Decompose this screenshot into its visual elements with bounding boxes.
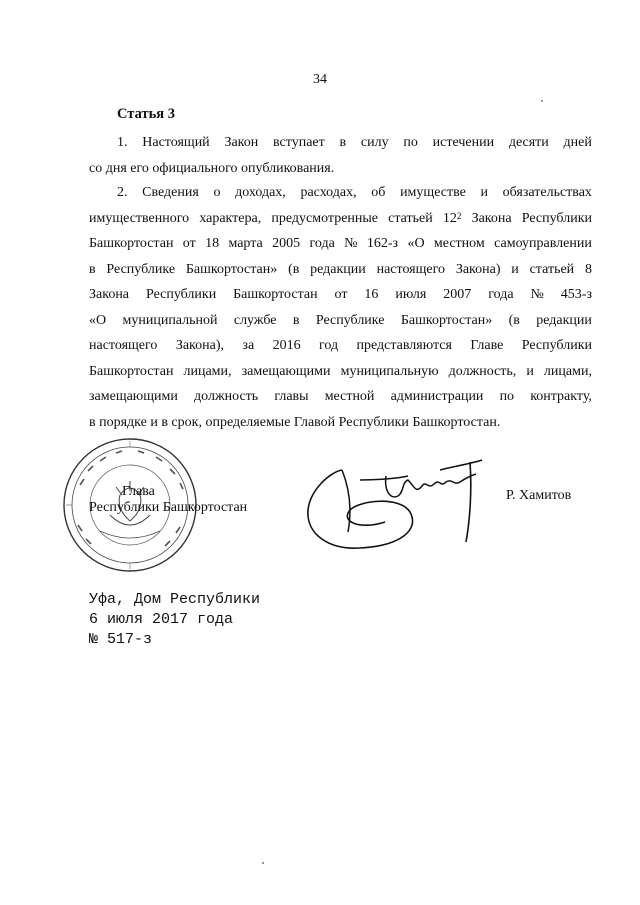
signatory-name: Р. Хамитов [506,488,572,503]
text-line [89,231,592,257]
text-line [89,206,592,232]
word: лицами, [543,363,592,379]
word: год [318,338,339,353]
word: самоуправлении [494,236,592,251]
word: за [242,338,255,353]
word: главы [274,389,309,404]
word: муниципальной [122,312,218,328]
word: Башкортостан» [400,312,493,328]
word: расходах, [300,185,357,200]
word: настоящего [89,338,158,353]
word: Закона), [175,338,225,353]
word: муниципальную [340,363,439,379]
word: редакции [310,261,366,277]
word: должность, [448,363,517,379]
word: имущественного [89,210,190,226]
text-line [89,130,592,156]
text-line [89,156,592,182]
word: № [530,287,544,302]
word: контракту, [530,389,592,404]
word: Республике [106,261,176,277]
word: Башкортостан» [185,261,278,277]
word: Главе [470,338,504,353]
word: и [480,185,488,200]
word: 2. [117,185,128,200]
word: в [89,261,96,277]
word: марта [228,236,263,251]
word: статьей [529,261,575,277]
word: со дня его официального опубликования. [89,160,335,176]
article-paragraph-2 [89,180,592,435]
scan-speck [262,862,264,864]
word: должность [194,389,259,404]
text-line [89,180,592,206]
word: по [403,135,418,150]
word: в [292,312,300,328]
word: замещающими [241,363,331,379]
word: представляются [356,338,452,353]
word: 8 [584,261,592,277]
word: Настоящий [142,135,210,150]
place-date: 6 июля 2017 года [89,611,234,628]
word: 16 [364,287,379,302]
word: июля [395,287,427,302]
law-number: № 517-з [89,631,153,648]
word: вступает [273,135,325,150]
signatory-title-line1: Глава [122,484,155,499]
handwritten-signature [290,450,505,560]
word: Закона [89,287,130,302]
word: в [339,135,347,150]
word: Сведения [142,185,199,200]
word: Закон [224,135,259,150]
signatory-title [89,484,247,516]
text-line [89,410,592,436]
word: (в [508,312,520,328]
article-paragraph-1 [89,130,592,181]
word: от [334,287,348,302]
word: статьей [388,210,433,226]
text-line [89,333,592,359]
word: 453-з [560,287,592,302]
word: об [371,185,386,200]
word: местной [324,389,375,404]
word: дней [563,135,592,150]
word: Башкортостан [89,363,174,379]
word: силу [360,135,389,150]
scan-speck [541,100,543,102]
word: администрации [390,389,484,404]
page-number: 34 [313,72,327,87]
word: 162-з [366,236,399,251]
article-title: Статья 3 [117,106,175,122]
word: десяти [508,135,549,150]
word: редакции [536,312,592,328]
word: и [511,261,519,277]
word: года [309,236,335,251]
word: «О [89,312,107,328]
word: характера, [199,210,262,226]
text-line [89,282,592,308]
word: местном [433,236,485,251]
word: и [526,363,534,379]
word: 18 [205,236,220,251]
word: 1. [117,135,128,150]
place-and-date-block [89,590,260,650]
word: имуществе [400,185,466,200]
word: Республики [521,210,592,226]
text-line [89,308,592,334]
word: по [499,389,515,404]
place-city: Уфа, Дом Республики [89,591,261,608]
word: Закона) [455,261,501,277]
word: замещающими [89,389,178,404]
word: службе [233,312,277,328]
word: настоящего [376,261,446,277]
word: «О [407,236,425,251]
word: 2007 [443,287,472,302]
word: истечении [432,135,495,150]
word: (в [288,261,300,277]
word: № [344,236,358,251]
word: года [488,287,514,302]
word: от [182,236,196,251]
word: Закона [471,210,512,226]
word: о [213,185,221,200]
word: предусмотренные [271,210,379,226]
word: 2005 [272,236,301,251]
word: Республике [315,312,385,328]
word: Башкортостан [89,236,174,251]
word: лицами, [183,363,232,379]
word: доходах, [235,185,286,200]
word: Республики [521,338,592,353]
word: обязательствах [502,185,592,200]
text-line [89,257,592,283]
word: Республики [145,287,217,302]
word: $12^2$ [442,210,462,226]
word: 2016 [272,338,301,353]
word: в порядке и в срок, определяемые Главой Республики Башкортостан. [89,414,501,430]
text-line [89,359,592,385]
word: Башкортостан [233,287,318,302]
text-line [89,384,592,410]
signatory-title-line2: Республики Башкортостан [89,500,248,515]
